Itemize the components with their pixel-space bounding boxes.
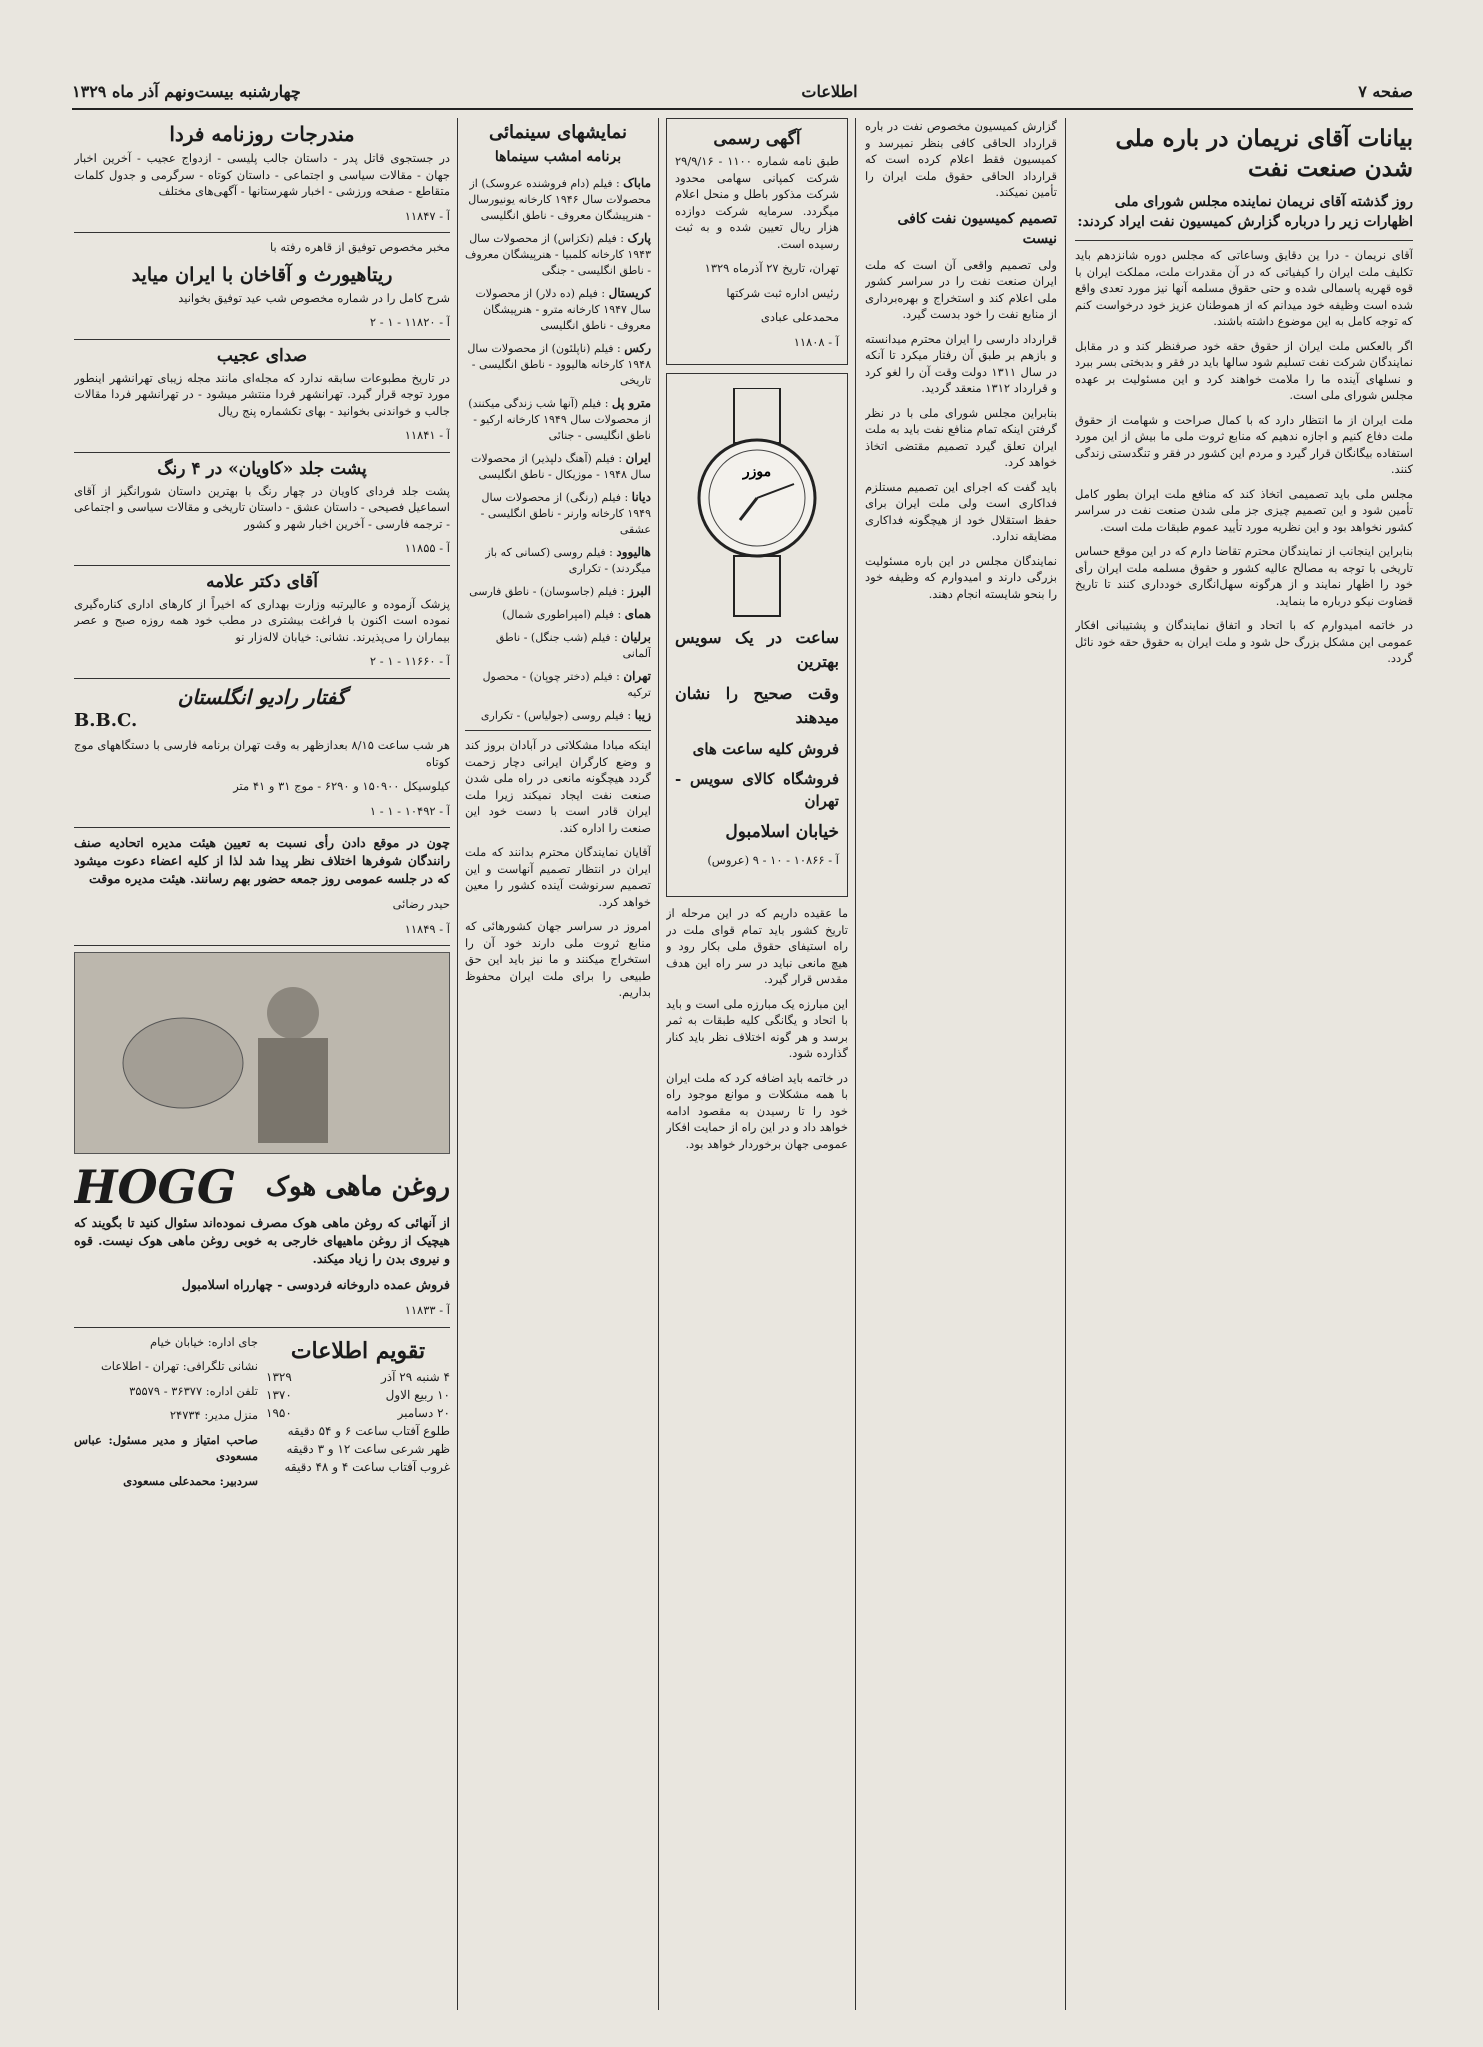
ad-code: آ - ۱۱۸۴۱ [404,428,450,442]
watch-ad-line: وقت صحیح را نشان میدهند [675,684,839,727]
fisherman-illustration [74,953,449,1153]
ad-small: مخبر مخصوص توفیق از قاهره رفته با [269,240,450,254]
hogg-title-fa: روغن ماهی هوک [265,1172,450,1202]
article-paragraph: نمایندگان مجلس در این باره مسئولیت بزرگی دارند و امیدوارم که وظیفه خود را بنحو شایسته انجام دهند. [865,553,1057,601]
cinema-program: ایران : فیلم (آهنگ دلپذیر) از محصولات سال ۱۹۴۸ - موزیکال - ناطق انگلیسی [471,451,651,481]
ad-tomorrow-contents [74,122,450,224]
imprint-box [74,1334,258,1498]
lead-headline: بیانات آقای نریمان در باره ملی شدن صنعت نفت [1115,125,1413,182]
calendar-box [266,1334,450,1498]
cinema-program: ماباک : فیلم (دام فروشنده عروسک) از محصولات سال ۱۹۴۶ کارخانه یونیورسال - هنرپیشگان معروف - ناطق انگلیسی [468,176,651,222]
column-rule [457,118,458,2010]
ad-doctor [74,572,450,670]
article-paragraph: ما عقیده داریم که در این مرحله از تاریخ کشور باید تمام قوای ملت در راه استیفای حقوق ملی بکار رود و هیچ مانعی نباید در سر راه این هدف مقدس قرار گیرد. [666,906,848,986]
watch-ad-line: ساعت در یک سویس بهترین [675,628,839,671]
ad-bbc [74,685,450,820]
calendar-row: ظهر شرعی ساعت ۱۲ و ۳ دقیقه [286,1441,450,1456]
hogg-seller: فروش عمده داروخانه فردوسی - چهارراه اسلامبول [181,1277,450,1292]
cinema-program: زیبا : فیلم روسی (جولیاس) - تکراری [480,708,651,722]
article-paragraph: آقای نریمان - درا ین دقایق وساعاتی که مجلس دوره شانزدهم باید تکلیف ملت ایران را کیفیاتی که در آن مقدرات ملت، مملکت ایران با قوه قهریه پاسمالی شده و حتی حقوق مسلمه آنها نیز مورد تعدی واقع شده است وظیفه خود میدانم که از هموطنان عزیز خود درخواست کنم که توجه کامل به این موضوع داشته باشند. [1075,248,1413,328]
calendar-row: ۱۰ ربیع الاول ۱۳۷۰ [266,1387,450,1402]
ad-hogg [74,1160,450,1319]
column-2 [865,118,1057,2018]
ad-title: ریتاهیورث و آقاخان با ایران میاید [131,263,393,286]
editor-line: سردبیر: محمدعلی مسعودی [123,1473,258,1488]
bbc-title: گفتار رادیو انگلستان [177,684,347,709]
owner-line: صاحب امتیاز و مدیر مسئول: عباس مسعودی [74,1432,258,1463]
phone-label: تلفن اداره: ۳۶۳۷۷ - ۳۵۵۷۹ [129,1383,258,1398]
calendar-row: ۴ شنبه ۲۹ آذر ۱۳۲۹ [266,1369,450,1384]
page-number: صفحه ۷ [1358,81,1413,101]
phone-home: منزل مدیر: ۲۴۷۳۴ [169,1408,258,1422]
ad-signer: حیدر رضائی [392,897,450,911]
cinema-program: کریستال : فیلم (ده دلار) از محصولات سال ۱۹۴۷ کارخانه مترو - هنرپیشگان معروف - ناطق انگلیسی [475,286,651,332]
hogg-body: از آنهائی که روغن ماهی هوک مصرف نموده‌اند سئوال کنید تا بگویند که هیچیک از روغن ماهیهای خارجی به خوبی روغن ماهی هوک نیست. قوه و نیروی بدن را زیاد میکند. [74,1215,450,1266]
calendar-row: طلوع آفتاب ساعت ۶ و ۵۴ دقیقه [287,1423,450,1438]
article-paragraph: این مبارزه یک مبارزه ملی است و باید با اتحاد و یگانگی کلیه طبقات به ثمر برسد و هر گونه اختلاف نظر باید کنار گذارده شود. [666,996,848,1060]
watch-illustration [682,388,832,618]
ad-body: در جستجوی قاتل پدر - داستان جالب پلیسی - ازدواج عجیب - آخرین اخبار جهان - مقالات سیاسی و اجتماعی - داستان کوتاه - سرگرمی و جدول کلمات متقاطع - صفحه ورزشی - اخبار شهرستانها - آگهی‌های مختلف [74,151,450,198]
cinema-program: هالیوود : فیلم روسی (کسانی که باز میگردند) - تکراری [485,545,651,575]
telegram-label: نشانی تلگرافی: تهران - اطلاعات [100,1359,258,1373]
ad-body: در تاریخ مطبوعات سابقه ندارد که مجله‌ای مانند مجله زیبای تهرانشهر اینطور مورد توجه قرار گیرد. تهرانشهر فردا منتشر میشود - در تهرانشهر فردا مقالات جالب و خواندنی بخوانید - بهای تکشماره پنج ریال [74,370,450,418]
ad-code: آ - ۱۱۸۲۰ - ۱ - ۲ [369,315,450,329]
column-rule [658,118,659,2010]
ad-strange-voice [74,346,450,444]
cinema-section-title: نمایشهای سینمائی [489,122,627,143]
column-4 [465,118,651,2018]
ad-title: آقای دکتر علامه [206,571,318,592]
hogg-title-en: HOGG [74,1160,237,1214]
ad-code: آ - ۱۱۸۴۹ [404,921,450,936]
ad-title: صدای عجیب [216,345,308,366]
article-paragraph: قرارداد دارسی را ایران محترم میدانسته و بازهم بر طبق آن رفتار میکرد تا آنکه در سال ۱۳۱۱ دولت وقت آن را لغو کرد و قرارداد ۱۳۱۲ منعقد گردید. [865,331,1057,395]
calendar-title: تقویم اطلاعات [290,1337,426,1364]
cinema-program: تهران : فیلم (دختر چوپان) - محصول ترکیه [482,669,651,699]
cinema-subtitle: برنامه امشب سینماها [494,149,622,165]
notice-title: آگهی رسمی [713,129,801,149]
watch-ad [666,373,848,897]
ad-code: آ - ۱۱۸۵۵ [404,541,450,555]
article-paragraph: بنابراین اینجانب از نمایندگان محترم تقاضا دارم که در این موقع حساس تاریخی با توجه به مصالح عالیه کشور و حقوق مسلمه ملت ایران رأی خود را اظهار نمایند و از هرگونه سهل‌انگاری خودداری کنند تا تاریخ قضاوت نیکو درباره ما بنماید. [1075,544,1413,608]
cinema-program: البرز : فیلم (جاسوسان) - ناطق فارسی [469,584,651,598]
notice-signer-name: محمدعلی عبادی [760,310,839,324]
calendar-row: غروب آفتاب ساعت ۴ و ۴۸ دقیقه [284,1459,450,1474]
lead-subhead: روز گذشته آقای نریمان نماینده مجلس شورای ملی اظهارات زیر را درباره گزارش کمیسیون نفت ایراد کردند: [1077,194,1413,230]
cinema-program: برلیان : فیلم (شب جنگل) - ناطق آلمانی [495,630,651,660]
ad-title: پشت جلد «کاویان» در ۴ رنگ [157,458,367,479]
article-paragraph: بنابراین مجلس شورای ملی با در نظر گرفتن اینکه تمام منافع نفت باید به ملت ایران تعلق گیرد تصمیم مقتضی اتخاذ خواهد کرد. [865,405,1057,469]
article-paragraph: آقایان نمایندگان محترم بدانند که ملت ایران در انتظار تصمیم آنهاست و این تصمیم سرنوشت آینده کشور را معین خواهد کرد. [465,845,651,909]
calendar-row: ۲۰ دسامبر ۱۹۵۰ [266,1405,450,1420]
address-label: جای اداره: خیابان خیام [150,1334,258,1349]
column-5-ads [74,118,450,2018]
ad-body: پشت جلد فردای کاویان در چهار رنگ با بهترین داستان شورانگیز از آقای اسماعیل فصیحی - داستان عشق - داستان تاریخی و مقالات سیاسی و اجتماعی - ترجمه فارسی - آخرین اخبار شهر و کشور [74,483,450,531]
column-rule [855,118,856,2010]
cinema-program: پارک : فیلم (تکزاس) از محصولات سال ۱۹۴۳ کارخانه کلمبیا - هنرپیشگان معروف - ناطق انگلیسی - جنگی [465,231,651,277]
hogg-ad-illustration [74,952,450,1154]
footer-block [74,1334,450,1498]
section-subhead: تصمیم کمیسیون نفت کافی نیست [897,210,1057,247]
article-paragraph: اینکه مبادا مشکلاتی در آبادان بروز کند و وضع کارگران ایرانی دچار زحمت گردد هیچگونه مانعی در راه ملی شدن صنعت نفت ایجاد نمیکند زیرا ملت ایران قادر است با دست خود این صنعت را اداره کند. [465,738,651,835]
notice-code: آ - ۱۱۸۰۸ [793,334,839,349]
column-1 [1075,118,1413,2018]
ad-code: آ - ۱۱۶۶۰ - ۱ - ۲ [369,654,450,668]
bbc-waves: کیلوسیکل ۱۵۰۹۰۰ و ۶۲۹۰ - موج ۳۱ و ۴۱ متر [233,779,450,793]
ad-code: آ - ۱۰۴۹۲ - ۱ - ۱ [369,803,450,818]
issue-date: چهارشنبه بیست‌ونهم آذر ماه ۱۳۲۹ [72,81,301,101]
ad-body: شرح کامل را در شماره مخصوص شب عید توفیق بخوانید [178,290,450,305]
ad-code: آ - ۱۱۸۴۷ [404,208,450,223]
ad-union [74,834,450,937]
article-paragraph: اگر بالعکس ملت ایران از حقوق حقه خود صرفنظر کند و در مقابل نمایندگان شرکت نفت تسلیم شود سالها باید در فقر و بدبختی بسر ببرد و نسلهای آینده ما را ملامت خواهند کرد و این مسئولیت بر عهده مجلس شورای ملی است. [1075,338,1413,402]
cinema-program: همای : فیلم (امپراطوری شمال) [502,607,651,621]
cinema-program: دیانا : فیلم (رنگی) از محصولات سال ۱۹۴۹ کارخانه وارنر - ناطق انگلیسی - عشقی [480,490,651,536]
cinema-program: رکس : فیلم (ناپلئون) از محصولات سال ۱۹۴۸ کارخانه هالیوود - ناطق انگلیسی - تاریخی [467,341,651,387]
ad-code: آ - ۱۱۸۳۳ [404,1303,450,1317]
watch-ad-line: فروشگاه کالای سویس - تهران [675,770,839,810]
column-rule [1065,118,1066,2010]
article-paragraph: مجلس ملی باید تصمیمی اتخاذ کند که منافع ملت ایران بطور کامل تأمین شود و این تصمیم چیزی جز ملی شدن صنعت نفت در سراسر کشور نخواهد بود و این نظریه مورد تأیید عموم طبقات ملت است. [1075,486,1413,534]
notice-date: تهران، تاریخ ۲۷ آذرماه ۱۳۲۹ [704,261,839,275]
ad-kavian [74,459,450,557]
watch-brand: موزر [742,464,772,480]
bbc-letters: B.B.C. [74,709,138,731]
ad-body: چون در موقع دادن رأی نسبت به تعیین هیئت مدیره اتحادیه صنف رانندگان شوفرها اختلاف نظر پیدا شد لذا از کلیه اعضاء دعوت میشود که در جلسه عمومی روز جمعه حضور بهم رسانند. هیئت مدیره موقت [74,835,450,886]
article-paragraph: ملت ایران از ما انتظار دارد که با کمال صراحت و شهامت از حقوق ملت دفاع کنیم و اجازه ندهیم که منابع ثروت ملی ما بیش از این مورد استفاده بیگانگان قرار گیرد و مردم این کشور در فقر و تنگدستی زندگی کنند. [1075,412,1413,476]
newspaper-name: اطلاعات [801,81,858,101]
article-paragraph: در خاتمه باید اضافه کرد که ملت ایران با همه مشکلات و موانع موجود راه خود را تا رسیدن به مقصود ادامه خواهد داد و در این راه از حمایت افکار عمومی جهان برخوردار خواهد بود. [666,1070,848,1151]
article-paragraph: ولی تصمیم واقعی آن است که ملت ایران صنعت نفت را در سراسر کشور ملی اعلام کند و استخراج و بهره‌برداری از منابع نفت را خود بدست گیرد. [865,257,1057,321]
article-paragraph: امروز در سراسر جهان کشورهائی که منابع ثروت ملی دارند خود آن را استخراج میکنند و ما نیز باید این حق طبیعی را برای ملت ایران محفوظ بداریم. [465,919,651,999]
ad-rita [74,239,450,331]
cinema-program: مترو پل : فیلم (آنها شب زندگی میکنند) از محصولات سال ۱۹۴۹ کارخانه ارکیو - ناطق انگلیسی - جنائی [468,396,651,442]
ad-title: مندرجات روزنامه فردا [169,122,355,146]
watch-ad-line: خیابان اسلامبول [725,822,839,842]
column-3 [666,118,848,2018]
watch-ad-code: آ - ۱۰۸۶۶ - ۱۰ - ۹ (عروس) [707,853,839,867]
notice-signer: رئیس اداره ثبت شرکتها [726,285,839,300]
masthead [72,74,1413,110]
notice-body: طبق نامه شماره ۱۱۰۰ - ۲۹/۹/۱۶ شرکت کمپانی سهامی محدود شرکت مذکور باطل و منحل اعلام میگردد. سرمایه شرکت دوازده هزار ریال تعیین شده و به ثبت رسیده است. [675,154,839,251]
official-notice [666,118,848,365]
article-paragraph: گزارش کمیسیون مخصوص نفت در باره قرارداد الحاقی کافی بنظر نمیرسد و کمیسیون فقط اعلام کرده است که قرارداد الحاقی حقوق ملت ایران را تأمین نمیکند. [865,119,1057,199]
watch-ad-line: فروش کلیه ساعت های [692,740,839,758]
article-paragraph: در خاتمه امیدوارم که با اتحاد و اتفاق نمایندگان و پشتیبانی افکار عمومی این مشکل بزرگ حل شود و ملت ایران به حقوق حقه خود نائل گردد. [1075,618,1413,665]
bbc-body: هر شب ساعت ۸/۱۵ بعدازظهر به وقت تهران برنامه فارسی با دستگاههای موج کوتاه [74,738,450,769]
ad-body: پزشک آزموده و عالیرتبه وزارت بهداری که اخیراً از کارهای اداری کناره‌گیری نموده است اکنون با فراغت بیشتری در مطب خود همه روزه صبح و عصر بیماران را می‌پذیرند. نشانی: خیابان لاله‌زار نو [74,596,450,644]
article-paragraph: باید گفت که اجرای این تصمیم مستلزم فداکاری است ولی ملت ایران برای حفظ استقلال خود از هیچگونه فداکاری مضایقه ندارد. [865,479,1057,543]
